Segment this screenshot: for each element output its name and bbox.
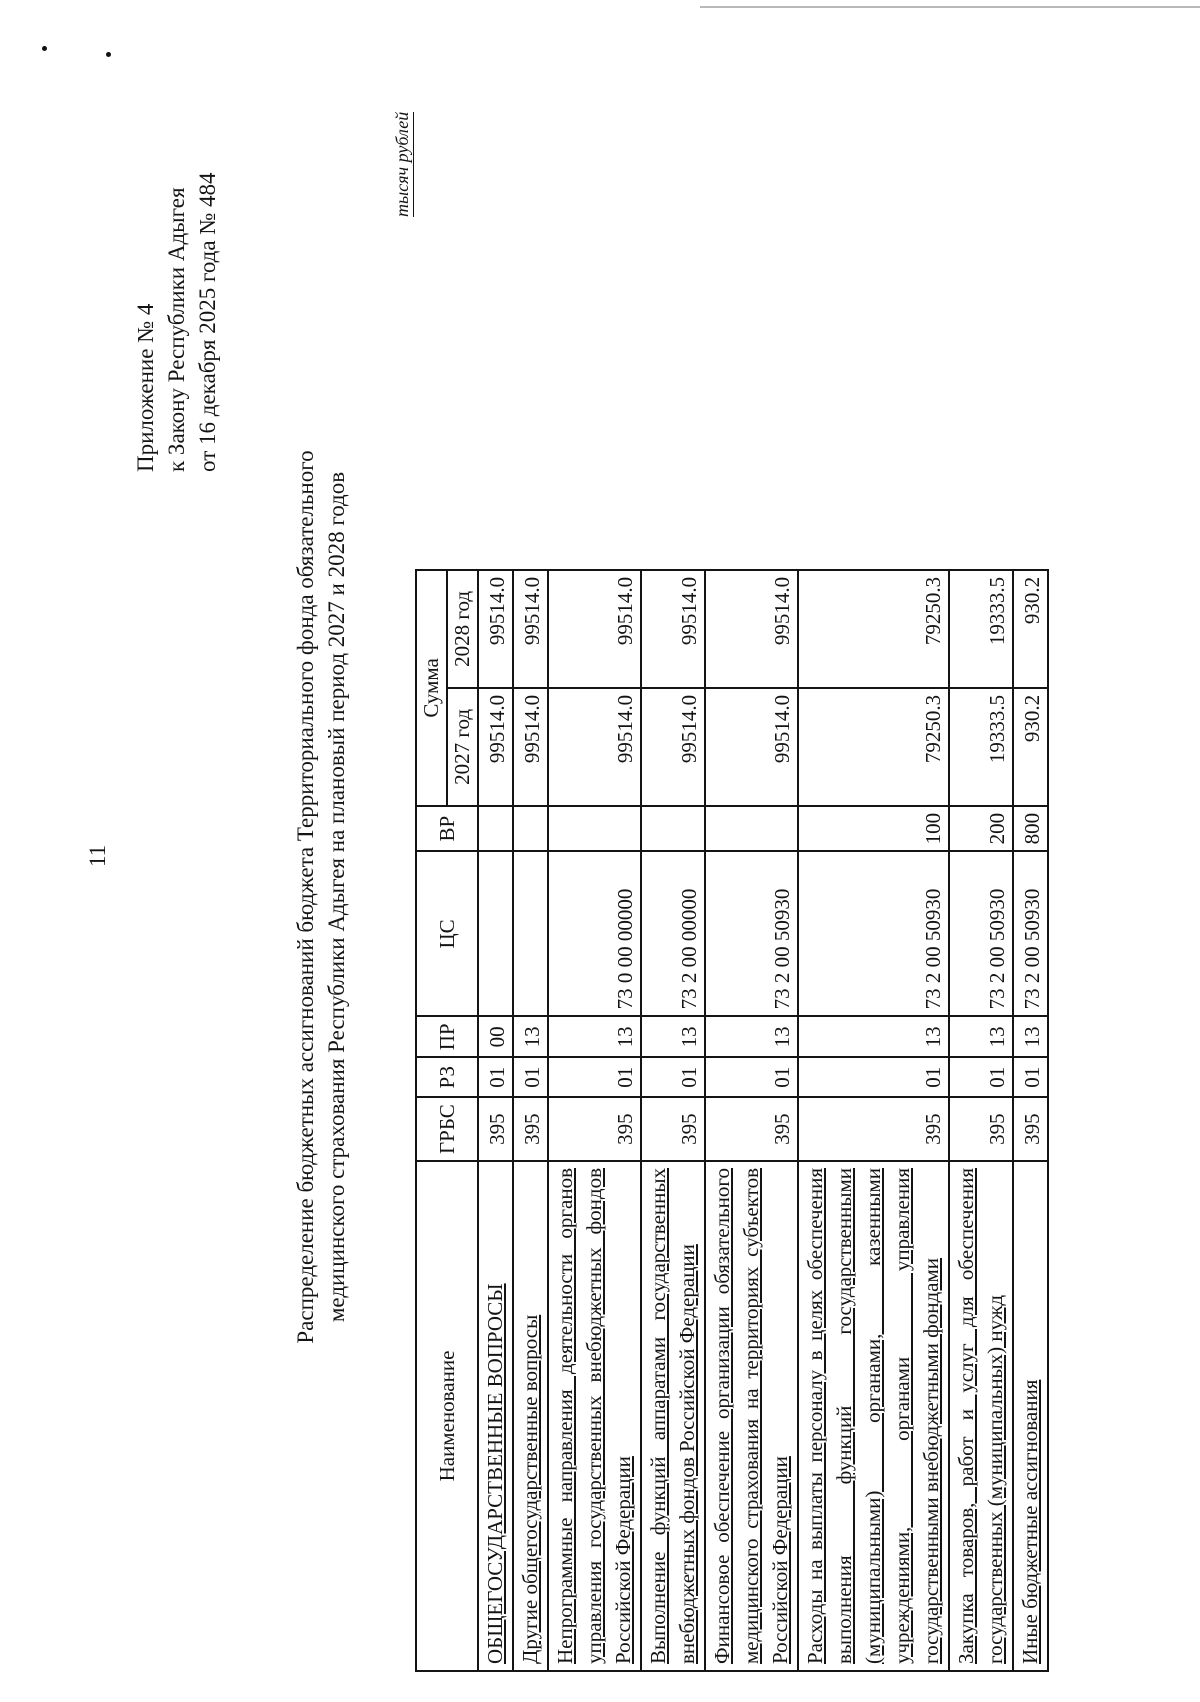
appendix-line-1: Приложение № 4 — [133, 303, 158, 472]
appendix-line-3: от 16 декабря 2025 года № 484 — [195, 172, 220, 472]
header-name: Наименование — [416, 1161, 478, 1671]
cell-pr: 13 — [513, 1016, 548, 1057]
cell-name — [949, 1161, 1013, 1671]
cell-2027: 79250.3 — [798, 688, 949, 806]
row-name-text: Финансовое обеспечение организации обязательного медицинского страхования на территориях субъектов Российской Федерации — [710, 1168, 792, 1664]
cell-grbs: 395 — [1013, 1097, 1048, 1161]
header-2028: 2028 год — [447, 570, 478, 688]
cell-vr — [548, 806, 641, 852]
cell-name — [641, 1161, 705, 1671]
cell-2028: 99514.0 — [478, 570, 513, 688]
cell-2028: 79250.3 — [798, 570, 949, 688]
units-label: тысяч рублей — [392, 111, 412, 217]
row-name-text: Выполнение функций аппаратами государственных внебюджетных фондов Российской Федерации — [646, 1168, 699, 1664]
cell-cs — [478, 851, 513, 1016]
cell-name — [798, 1161, 949, 1671]
row-name-text: Другие общегосударственные вопросы — [518, 1314, 542, 1664]
row-name-text: Закупка товаров, работ и услуг для обеспечения государственных (муниципальных) нужд — [954, 1168, 1007, 1664]
cell-2027: 99514.0 — [513, 688, 548, 806]
row-name-text: Расходы на выплаты персоналу в целях обеспечения выполнения функций государственными (муниципальными) органами, казенными учреждениями, органами управления государственными внебюджетными фондами — [803, 1168, 943, 1664]
cell-2028: 99514.0 — [513, 570, 548, 688]
cell-pr: 13 — [641, 1016, 705, 1057]
table-row — [513, 570, 548, 1671]
cell-vr: 100 — [798, 806, 949, 852]
header-cs: ЦС — [416, 851, 478, 1016]
cell-cs: 73 2 00 50930 — [949, 851, 1013, 1016]
cell-2027: 99514.0 — [478, 688, 513, 806]
cell-vr — [705, 806, 798, 852]
appendix-line-2: к Закону Республики Адыгея — [164, 187, 189, 472]
cell-rz: 01 — [705, 1057, 798, 1097]
cell-pr: 13 — [548, 1016, 641, 1057]
title-line-1: Распределение бюджетных ассигнований бюджета Территориального фонда обязательного — [293, 450, 318, 1344]
row-name-text: ОБЩЕГОСУДАРСТВЕННЫЕ ВОПРОСЫ — [483, 1283, 507, 1664]
cell-vr — [478, 806, 513, 852]
cell-pr: 00 — [478, 1016, 513, 1057]
row-name-text: Непрограммные направления деятельности органов управления государственных внебюджетных фондов Российской Федерации — [553, 1168, 635, 1664]
cell-grbs: 395 — [513, 1097, 548, 1161]
cell-2027: 99514.0 — [705, 688, 798, 806]
cell-cs — [513, 851, 548, 1016]
title-line-2: медицинского страхования Республики Адыгея на плановый период 2027 и 2028 годов — [324, 471, 349, 1323]
table-body — [478, 570, 1048, 1671]
header-vr: ВР — [416, 806, 478, 852]
cell-grbs: 395 — [548, 1097, 641, 1161]
cell-name — [478, 1161, 513, 1671]
cell-grbs: 395 — [705, 1097, 798, 1161]
cell-rz: 01 — [798, 1057, 949, 1097]
cell-2027: 19333.5 — [949, 688, 1013, 806]
appendix-header — [130, 172, 223, 472]
cell-pr: 13 — [949, 1016, 1013, 1057]
cell-rz: 01 — [949, 1057, 1013, 1097]
budget-table — [415, 569, 1049, 1672]
cell-2027: 99514.0 — [548, 688, 641, 806]
cell-2028: 99514.0 — [705, 570, 798, 688]
cell-cs: 73 2 00 00000 — [641, 851, 705, 1016]
cell-vr: 200 — [949, 806, 1013, 852]
table-row — [1013, 570, 1048, 1671]
cell-rz: 01 — [548, 1057, 641, 1097]
cell-2028: 99514.0 — [641, 570, 705, 688]
cell-rz: 01 — [478, 1057, 513, 1097]
document-title — [290, 272, 352, 1522]
table-row — [478, 570, 513, 1671]
cell-cs: 73 2 00 50930 — [798, 851, 949, 1016]
cell-name — [513, 1161, 548, 1671]
cell-name — [705, 1161, 798, 1671]
cell-rz: 01 — [1013, 1057, 1048, 1097]
cell-2027: 99514.0 — [641, 688, 705, 806]
cell-cs: 73 0 00 00000 — [548, 851, 641, 1016]
cell-2028: 99514.0 — [548, 570, 641, 688]
cell-2028: 19333.5 — [949, 570, 1013, 688]
cell-cs: 73 2 00 50930 — [705, 851, 798, 1016]
header-sum: Сумма — [416, 570, 447, 806]
cell-pr: 13 — [705, 1016, 798, 1057]
table-row — [798, 570, 949, 1671]
cell-grbs: 395 — [949, 1097, 1013, 1161]
header-rz: РЗ — [416, 1057, 478, 1097]
cell-vr — [641, 806, 705, 852]
table-row — [705, 570, 798, 1671]
header-2027: 2027 год — [447, 688, 478, 806]
cell-pr: 13 — [1013, 1016, 1048, 1057]
row-name-text: Иные бюджетные ассигнования — [1018, 1379, 1042, 1664]
cell-name — [1013, 1161, 1048, 1671]
cell-vr — [513, 806, 548, 852]
table-row — [641, 570, 705, 1671]
table-row — [548, 570, 641, 1671]
cell-grbs: 395 — [798, 1097, 949, 1161]
header-row-1 — [416, 570, 447, 1671]
cell-cs: 73 2 00 50930 — [1013, 851, 1048, 1016]
cell-pr: 13 — [798, 1016, 949, 1057]
header-grbs: ГРБС — [416, 1097, 478, 1161]
header-pr: ПР — [416, 1016, 478, 1057]
cell-2028: 930.2 — [1013, 570, 1048, 688]
cell-rz: 01 — [513, 1057, 548, 1097]
page-number: 11 — [85, 844, 110, 867]
cell-rz: 01 — [641, 1057, 705, 1097]
cell-grbs: 395 — [478, 1097, 513, 1161]
cell-vr: 800 — [1013, 806, 1048, 852]
cell-grbs: 395 — [641, 1097, 705, 1161]
cell-2027: 930.2 — [1013, 688, 1048, 806]
table-row — [949, 570, 1013, 1671]
cell-name — [548, 1161, 641, 1671]
